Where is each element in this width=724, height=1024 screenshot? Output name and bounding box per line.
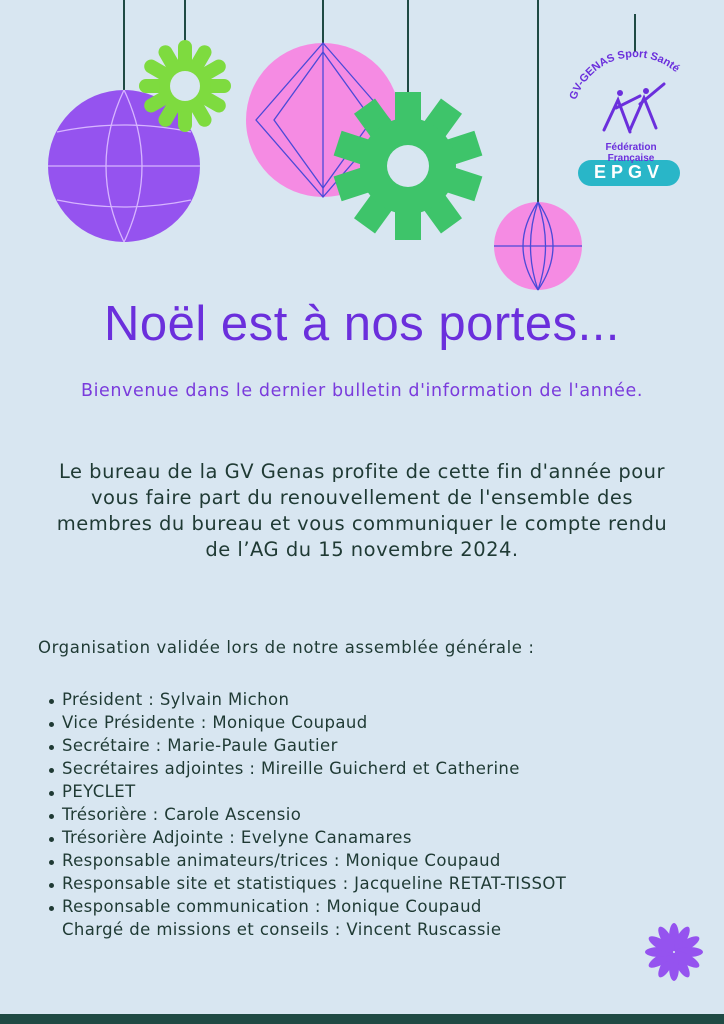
list-item: Président : Sylvain Michon (46, 688, 706, 711)
logo-club-name: GV-GENAS Sport Santé (567, 48, 682, 102)
list-item: PEYCLET (46, 780, 706, 803)
footer-bar (0, 1014, 724, 1024)
organisation-heading: Organisation validée lors de notre assemblée générale : (38, 638, 535, 657)
list-item: Responsable communication : Monique Coupaud (46, 895, 706, 918)
club-name-highlight: GV Genas (224, 460, 325, 483)
list-item: Vice Présidente : Monique Coupaud (46, 711, 706, 734)
intro-text-end: profite de cette fin d'année pour vous faire part du renouvellement de l'ensemble des membres du bureau et vous communiquer le compte rendu de l’AG du 15 novembre 2024. (56, 460, 668, 561)
list-item: Chargé de missions et conseils : Vincent Ruscassie (62, 920, 502, 939)
logo-federation-text: Fédération Française (605, 142, 657, 164)
list-item: Secrétaires adjointes : Mireille Guicherd et Catherine (46, 757, 706, 780)
list-item: Trésorière : Carole Ascensio (46, 803, 706, 826)
list-item: Responsable animateurs/trices : Monique Coupaud (46, 849, 706, 872)
page-title: Noël est à nos portes... (104, 297, 620, 351)
small-pink-ornament-ball (494, 202, 582, 290)
list-item: Secrétaire : Marie-Paule Gautier (46, 734, 706, 757)
list-item: Trésorière Adjointe : Evelyne Canamares (46, 826, 706, 849)
board-member-list (46, 688, 706, 941)
welcome-subtitle: Bienvenue dans le dernier bulletin d'information de l'année. (80, 381, 644, 401)
list-item: Responsable site et statistiques : Jacqueline RETAT-TISSOT (46, 872, 706, 895)
logo-acronym: EPGV (593, 162, 665, 182)
gymnast-figures-icon (604, 84, 664, 132)
intro-paragraph (50, 459, 674, 563)
intro-text-start: Le bureau de la (58, 460, 225, 483)
